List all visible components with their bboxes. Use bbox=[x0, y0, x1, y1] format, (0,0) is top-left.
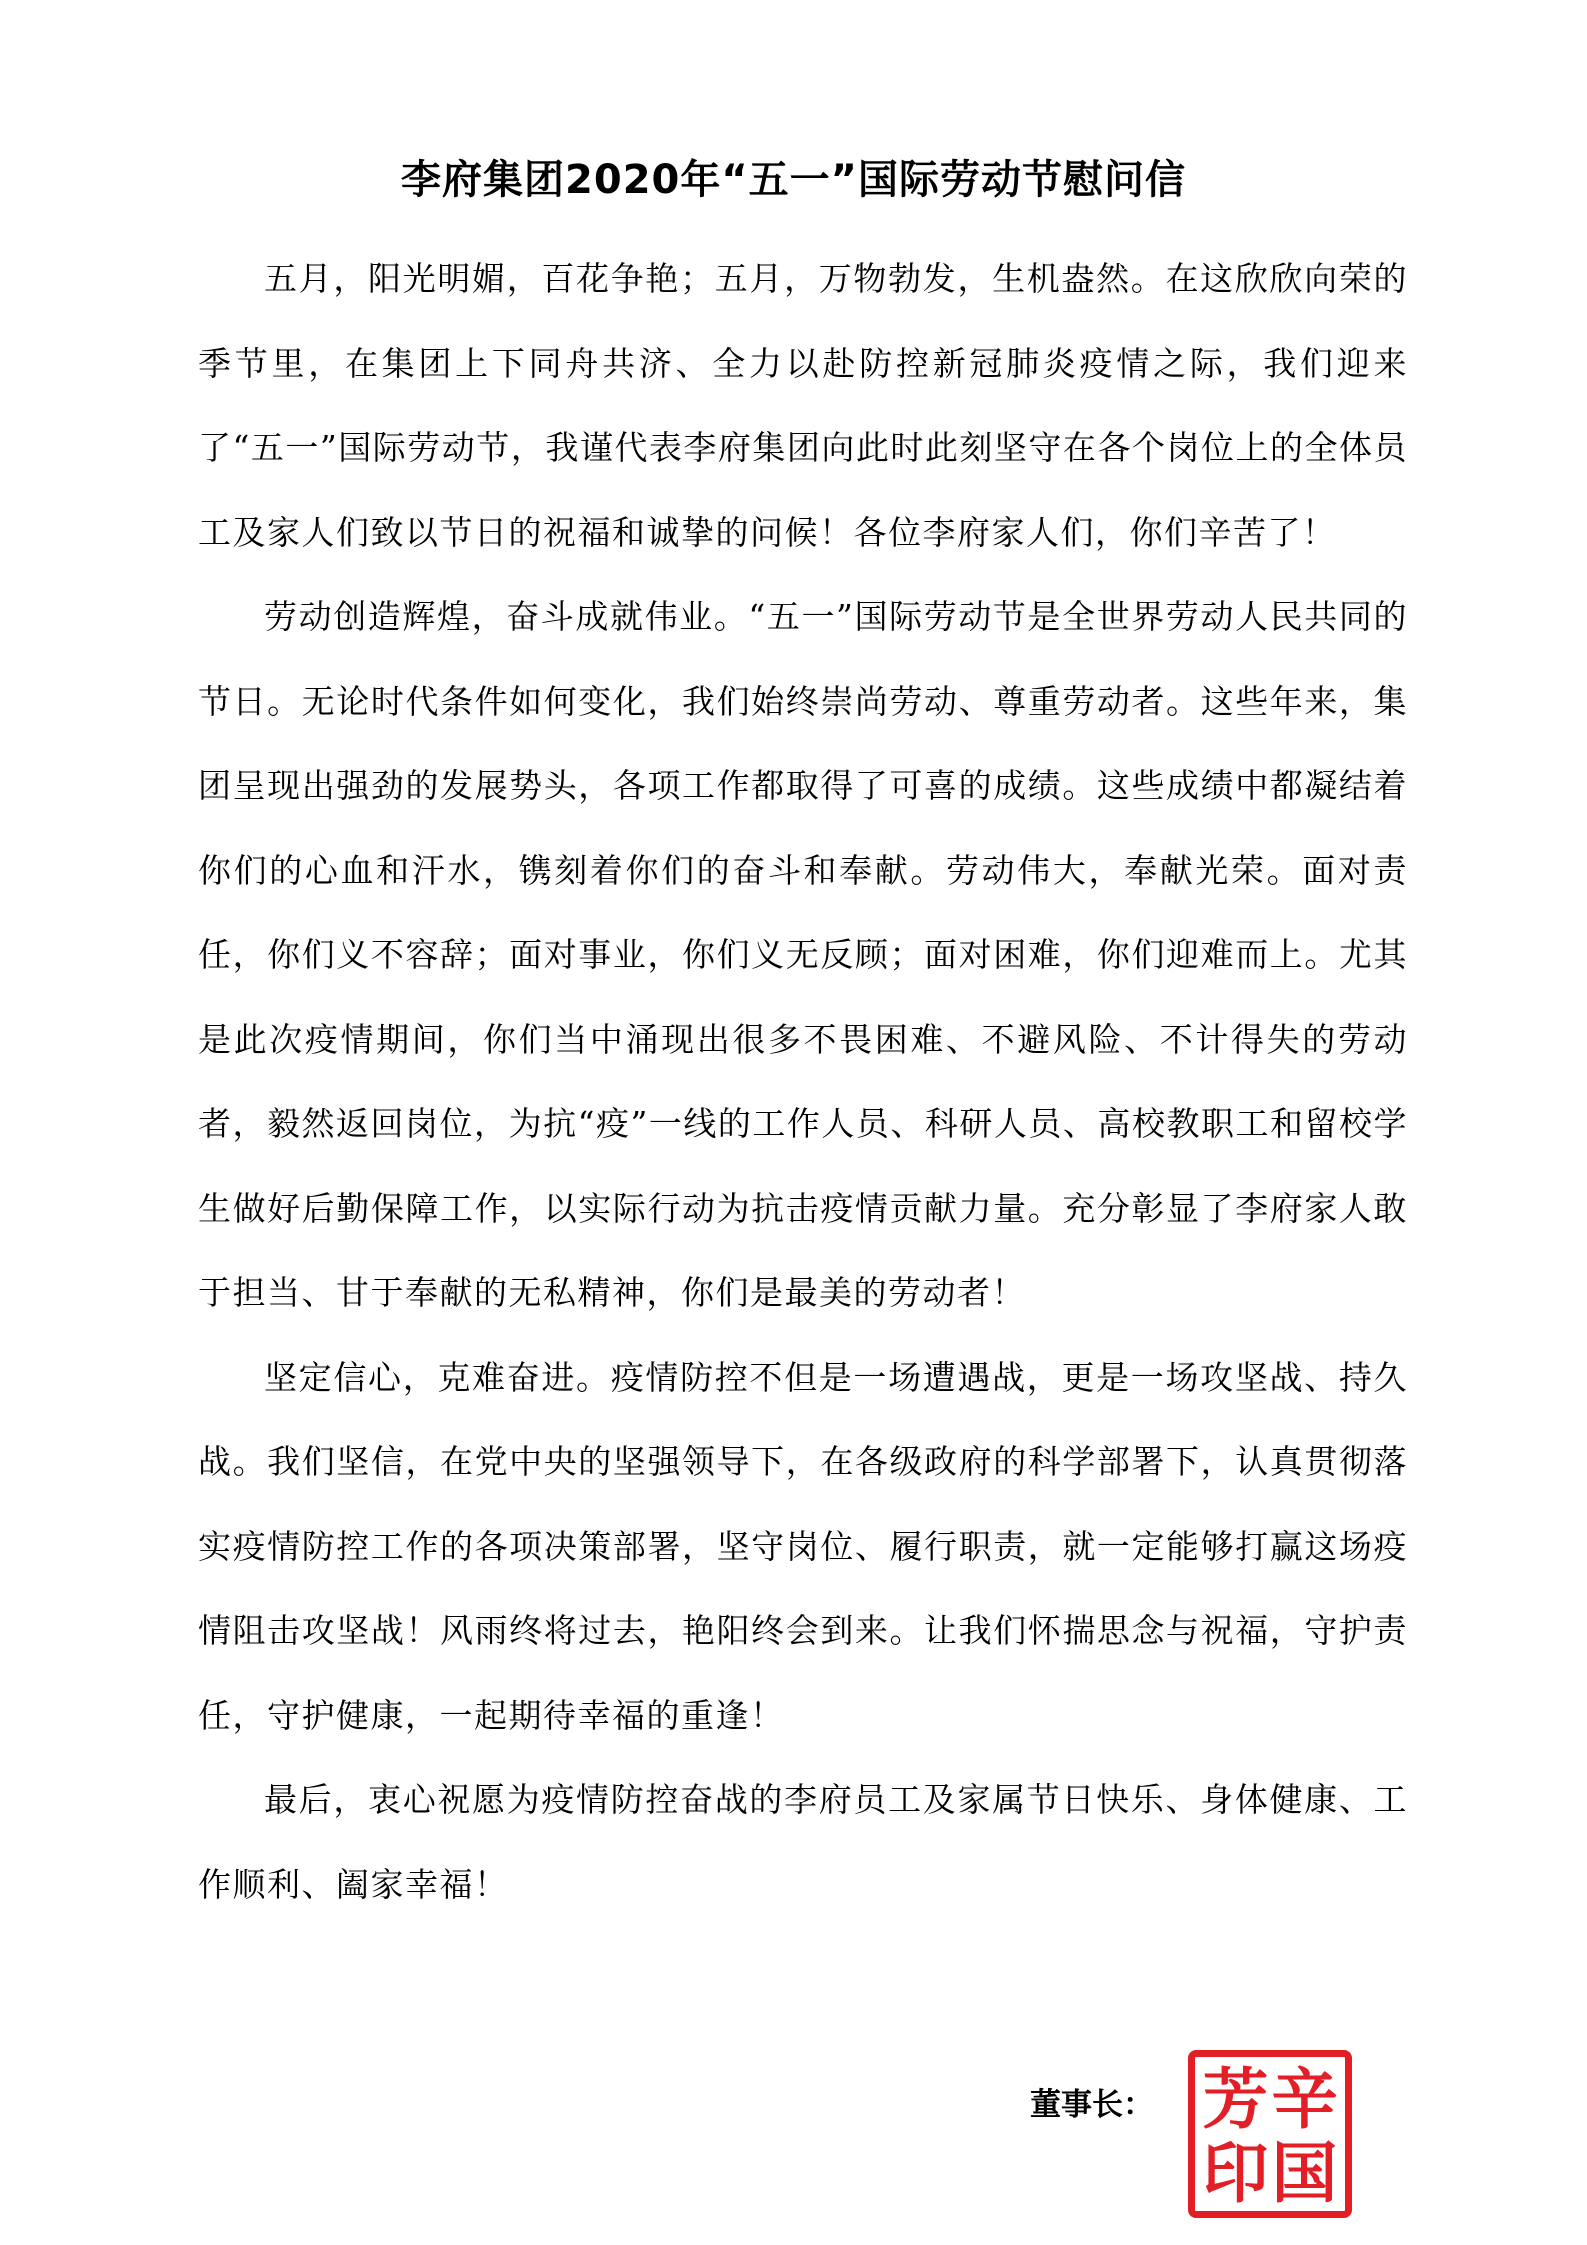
signature-label: 董事长： bbox=[1030, 2087, 1154, 2123]
seal-char: 国 bbox=[1271, 2135, 1338, 2212]
letter-body bbox=[198, 237, 1408, 1927]
letter-paragraph: 劳动创造辉煌，奋斗成就伟业。“五一”国际劳动节是全世界劳动人民共同的节日。无论时代条件如何变化，我们始终崇尚劳动、尊重劳动者。这些年来，集团呈现出强劲的发展势头，各项工作都取得了可喜的成绩。这些成绩中都凝结着你们的心血和汗水，镌刻着你们的奋斗和奉献。劳动伟大，奉献光荣。面对责任，你们义不容辞；面对事业，你们义无反顾；面对困难，你们迎难而上。尤其是此次疫情期间，你们当中涌现出很多不畏困难、不避风险、不计得失的劳动者，毅然返回岗位，为抗“疫”一线的工作人员、科研人员、高校教职工和留校学生做好后勤保障工作，以实际行动为抗击疫情贡献力量。充分彰显了李府家人敢于担当、甘于奉献的无私精神，你们是最美的劳动者！ bbox=[198, 597, 1408, 1312]
letter-title: 李府集团2020年“五一”国际劳动节慰问信 bbox=[401, 157, 1186, 203]
chairman-seal-stamp bbox=[1188, 2050, 1352, 2218]
letter-paragraph: 坚定信心，克难奋进。疫情防控不但是一场遭遇战，更是一场攻坚战、持久战。我们坚信，在党中央的坚强领导下，在各级政府的科学部署下，认真贯彻落实疫情防控工作的各项决策部署，坚守岗位、履行职责，就一定能够打赢这场疫情阻击攻坚战！风雨终将过去，艳阳终会到来。让我们怀揣思念与祝福，守护责任，守护健康，一起期待幸福的重逢！ bbox=[198, 1357, 1408, 1735]
seal-char: 印 bbox=[1202, 2135, 1269, 2212]
letter-paragraph: 最后，衷心祝愿为疫情防控奋战的李府员工及家属节日快乐、身体健康、工作顺利、阖家幸福！ bbox=[198, 1780, 1408, 1904]
seal-char: 辛 bbox=[1271, 2061, 1338, 2138]
letter-paragraph: 五月，阳光明媚，百花争艳；五月，万物勃发，生机盎然。在这欣欣向荣的季节里，在集团上下同舟共济、全力以赴防控新冠肺炎疫情之际，我们迎来了“五一”国际劳动节，我谨代表李府集团向此时此刻坚守在各个岗位上的全体员工及家人们致以节日的祝福和诚挚的问候！各位李府家人们，你们辛苦了！ bbox=[198, 259, 1408, 552]
seal-char: 芳 bbox=[1202, 2061, 1269, 2138]
